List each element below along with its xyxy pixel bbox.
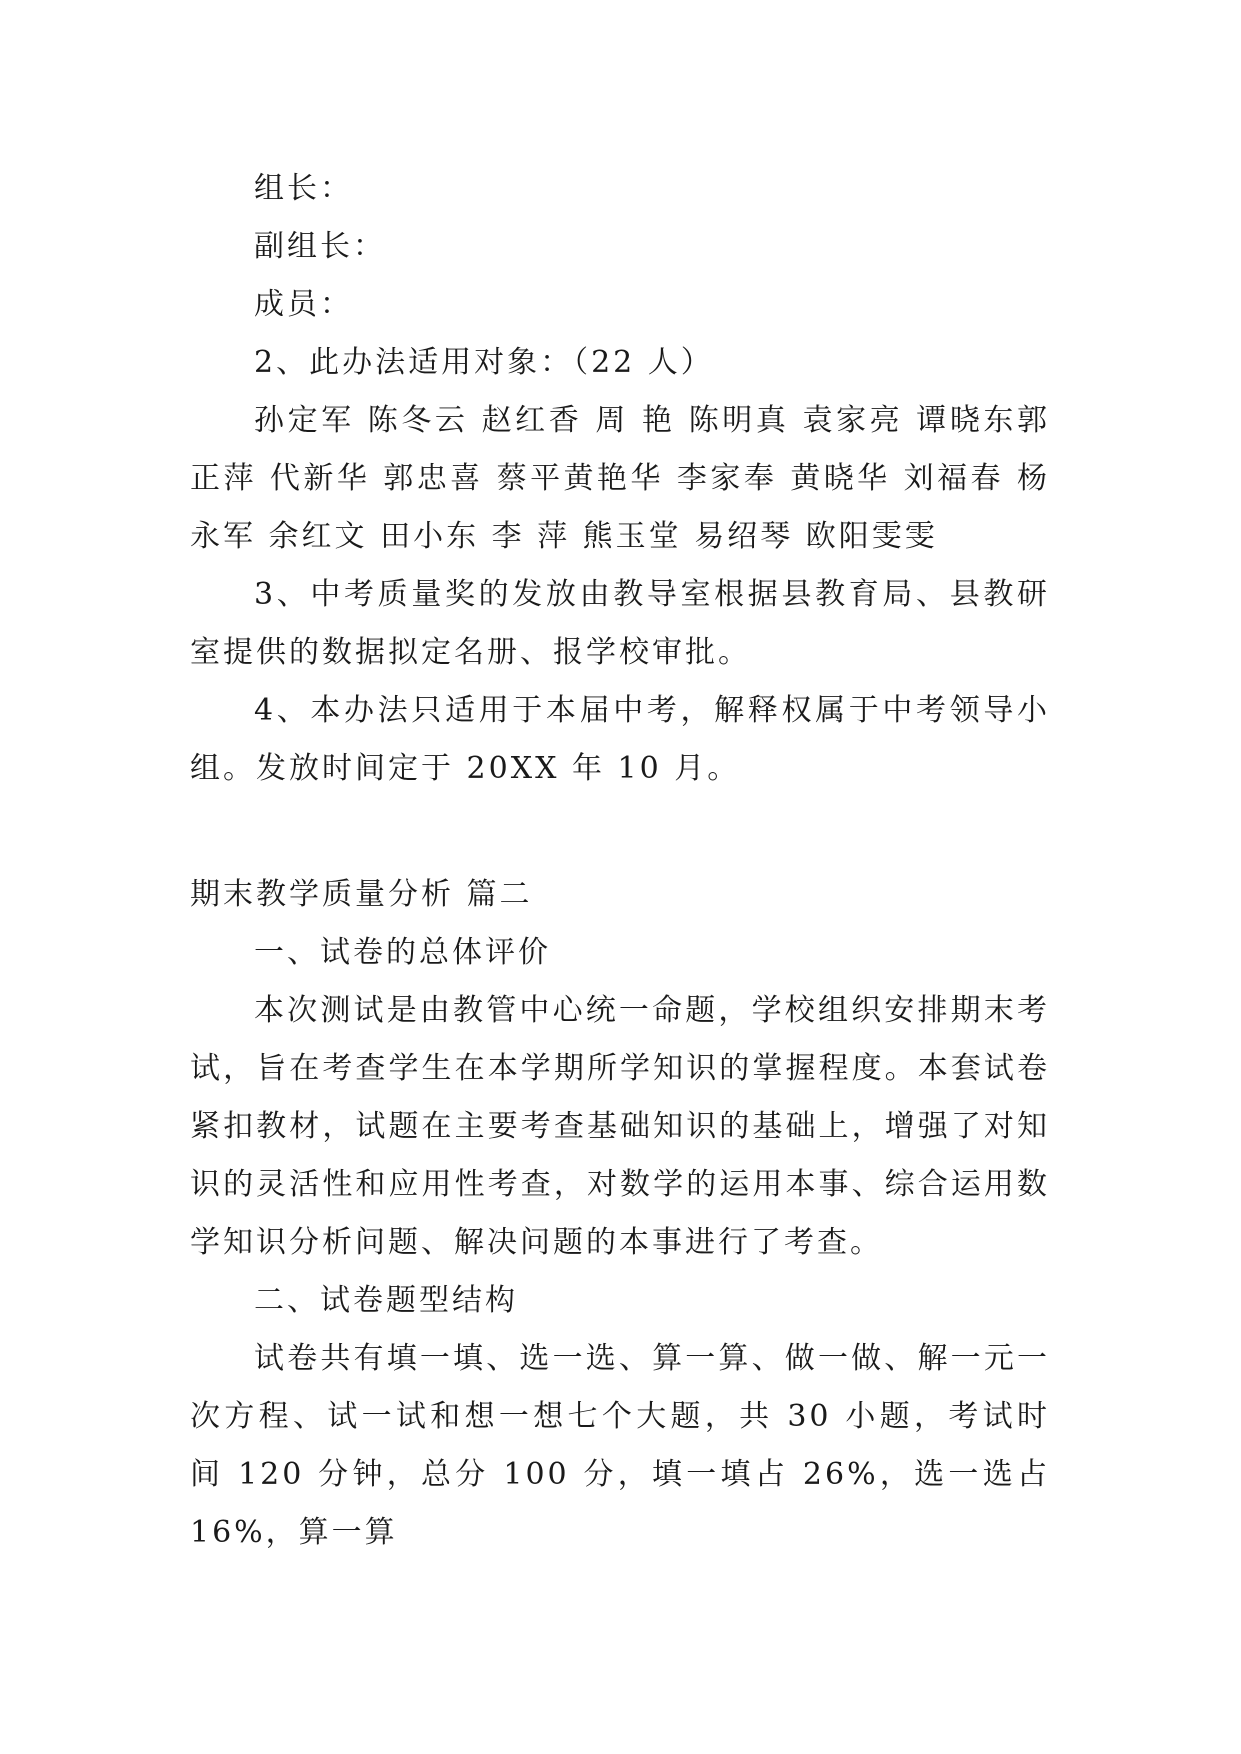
names-paragraph: 孙定军 陈冬云 赵红香 周 艳 陈明真 袁家亮 谭晓东郭正萍 代新华 郭忠喜 蔡平黄艳华 李家奉 黄晓华 刘福春 杨永军 余红文 田小东 李 萍 熊玉堂 易绍琴 欧阳雯雯 xyxy=(190,403,1050,554)
section1-heading: 一、试卷的总体评价 xyxy=(254,935,551,970)
section2-heading: 二、试卷题型结构 xyxy=(254,1283,518,1318)
vice-leader-line: 副组长： xyxy=(254,229,386,264)
section2-paragraph: 试卷共有填一填、选一选、算一算、做一做、解一元一次方程、试一试和想一想七个大题，共 30 小题，考试时间 120 分钟，总分 100 分，填一填占 26%，选一选占 16%，算一算 xyxy=(190,1341,1050,1550)
document-body xyxy=(190,160,1050,1562)
members-line: 成员： xyxy=(254,287,353,322)
item3-paragraph: 3、中考质量奖的发放由教导室根据县教育局、县教研室提供的数据拟定名册、报学校审批。 xyxy=(190,577,1050,670)
scope-line: 2、此办法适用对象：（22 人） xyxy=(254,345,714,380)
section1-paragraph: 本次测试是由教管中心统一命题，学校组织安排期末考试，旨在考查学生在本学期所学知识的掌握程度。本套试卷紧扣教材，试题在主要考查基础知识的基础上，增强了对知识的灵活性和应用性考查，对数学的运用本事、综合运用数学知识分析问题、解决问题的本事进行了考查。 xyxy=(190,993,1050,1260)
section-title: 期末教学质量分析 篇二 xyxy=(190,877,533,912)
item4-paragraph: 4、本办法只适用于本届中考，解释权属于中考领导小组。发放时间定于 20XX 年 10 月。 xyxy=(190,693,1050,786)
leader-line: 组长： xyxy=(254,171,353,206)
